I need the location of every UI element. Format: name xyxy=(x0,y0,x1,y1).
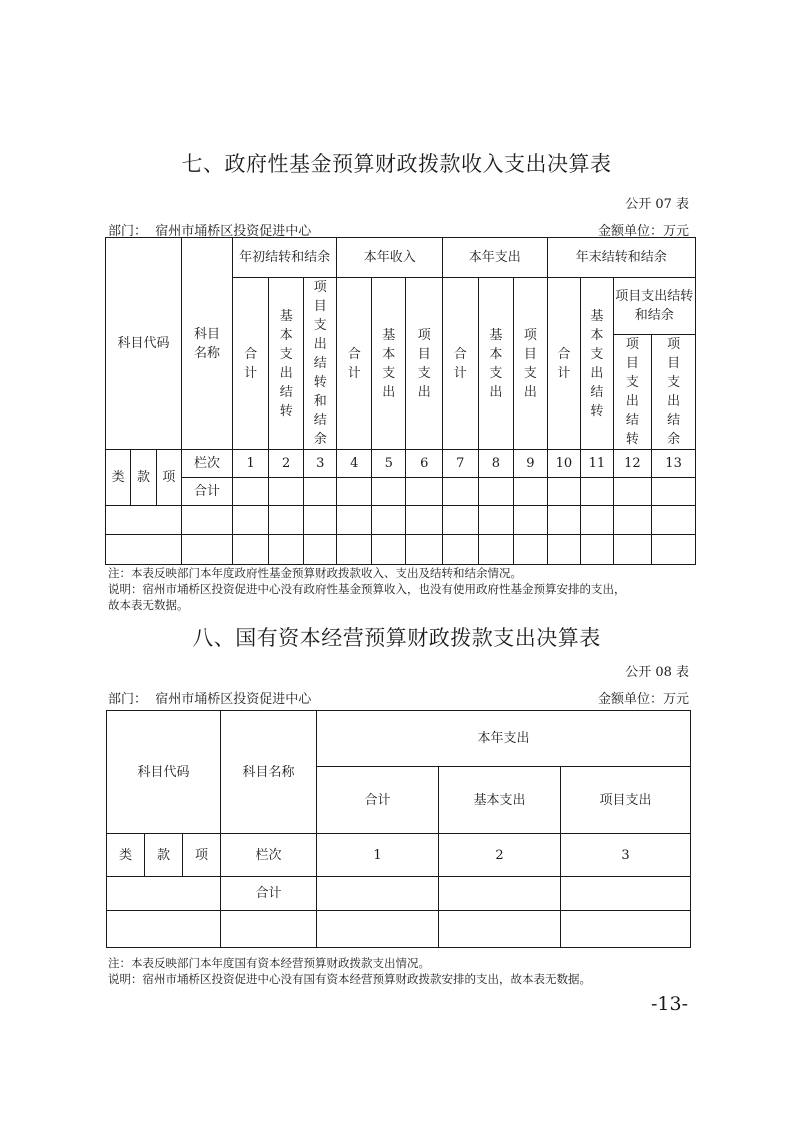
col-kind: 类 xyxy=(106,450,131,506)
table-cell xyxy=(652,506,696,535)
end-project-carry-sub1: 项目支出结转 xyxy=(613,335,652,450)
dept-name: 宿州市埇桥区投资促进中心 xyxy=(155,692,312,707)
col-kind: 类 xyxy=(107,834,145,877)
col-number: 3 xyxy=(303,450,337,478)
end-total: 合计 xyxy=(547,278,581,450)
table-cell xyxy=(406,535,443,565)
section7-unit: 金额单位：万元 xyxy=(597,224,689,239)
table-cell xyxy=(182,506,233,535)
section8-form-no: 公开 08 表 xyxy=(625,665,689,680)
table-cell xyxy=(303,506,337,535)
table-cell xyxy=(406,478,443,506)
begin-project-carry: 项目支出结转和结余 xyxy=(303,278,337,450)
col-number: 12 xyxy=(613,450,652,478)
table-cell xyxy=(547,478,581,506)
total-label: 合计 xyxy=(182,478,233,506)
table-cell xyxy=(371,535,406,565)
table-cell xyxy=(232,506,269,535)
header-begin-group: 年初结转和结余 xyxy=(232,238,337,278)
table-cell xyxy=(107,877,221,911)
table-cell xyxy=(561,911,691,948)
income-basic: 基本支出 xyxy=(371,278,406,450)
table-cell xyxy=(561,877,691,911)
col-number: 7 xyxy=(443,450,479,478)
table-row xyxy=(106,535,696,565)
col-number: 6 xyxy=(406,450,443,478)
section8-dept xyxy=(108,688,311,707)
row-index-label: 栏次 xyxy=(221,834,317,877)
table-cell xyxy=(371,506,406,535)
table-cell xyxy=(652,535,696,565)
header-name: 科目名称 xyxy=(182,238,233,450)
table-cell xyxy=(269,535,304,565)
header-basic: 基本支出 xyxy=(439,767,561,834)
table-cell xyxy=(613,535,652,565)
table-cell xyxy=(303,478,337,506)
table-row-total xyxy=(107,877,691,911)
table-cell xyxy=(337,506,372,535)
table-cell xyxy=(221,911,317,948)
table-cell xyxy=(371,478,406,506)
expense-basic: 基本支出 xyxy=(478,278,514,450)
section7-table xyxy=(105,237,696,565)
col-number: 3 xyxy=(561,834,691,877)
begin-total: 合计 xyxy=(232,278,269,450)
table-cell xyxy=(107,911,221,948)
header-code: 科目代码 xyxy=(107,711,221,834)
table-cell xyxy=(581,535,613,565)
col-item: 项 xyxy=(183,834,221,877)
table-cell xyxy=(337,535,372,565)
table-cell xyxy=(232,478,269,506)
table-cell xyxy=(478,478,514,506)
dept-label: 部门： xyxy=(108,224,148,239)
table-cell xyxy=(514,506,548,535)
table-cell xyxy=(303,535,337,565)
table-row xyxy=(106,506,696,535)
section8-explain: 说明：宿州市埇桥区投资促进中心没有国有资本经营预算财政拨款安排的支出，故本表无数据。 xyxy=(108,972,591,986)
section8-note: 注：本表反映部门本年度国有资本经营预算财政拨款支出情况。 xyxy=(108,956,430,970)
table-cell xyxy=(581,478,613,506)
col-number: 13 xyxy=(652,450,696,478)
section7-explain-line2: 故本表无数据。 xyxy=(108,598,189,612)
table-cell xyxy=(478,535,514,565)
col-number: 2 xyxy=(269,450,304,478)
dept-label: 部门： xyxy=(108,692,148,707)
table-cell xyxy=(613,506,652,535)
table-cell xyxy=(182,535,233,565)
section7-form-no: 公开 07 表 xyxy=(625,197,689,212)
table-cell xyxy=(337,478,372,506)
end-project-carry-sub2: 项目支出结余 xyxy=(652,335,696,450)
header-end-group: 年末结转和结余 xyxy=(547,238,695,278)
header-expense-group: 本年支出 xyxy=(317,711,691,767)
section8-title: 八、国有资本经营预算财政拨款支出决算表 xyxy=(192,626,601,650)
table-cell xyxy=(547,535,581,565)
col-number: 4 xyxy=(337,450,372,478)
section7-note: 注：本表反映部门本年度政府性基金预算财政拨款收入、支出及结转和结余情况。 xyxy=(108,566,522,580)
header-income-group: 本年收入 xyxy=(337,238,443,278)
income-project: 项目支出 xyxy=(406,278,443,450)
total-label: 合计 xyxy=(221,877,317,911)
end-basic-carry: 基本支出结转 xyxy=(581,278,613,450)
table-cell xyxy=(581,506,613,535)
section8-table xyxy=(106,710,691,948)
table-cell xyxy=(317,911,439,948)
table-cell xyxy=(443,535,479,565)
income-total: 合计 xyxy=(337,278,372,450)
table-cell xyxy=(106,506,182,535)
page-number: -13- xyxy=(650,993,688,1015)
expense-total: 合计 xyxy=(443,278,479,450)
col-number: 8 xyxy=(478,450,514,478)
table-cell xyxy=(547,506,581,535)
col-item: 项 xyxy=(156,450,181,506)
table-cell xyxy=(443,478,479,506)
header-expense-group: 本年支出 xyxy=(443,238,548,278)
col-number: 9 xyxy=(514,450,548,478)
col-number: 1 xyxy=(232,450,269,478)
col-number: 5 xyxy=(371,450,406,478)
section8-unit: 金额单位：万元 xyxy=(597,692,689,707)
col-number: 11 xyxy=(581,450,613,478)
col-number: 10 xyxy=(547,450,581,478)
table-cell xyxy=(269,506,304,535)
header-code: 科目代码 xyxy=(106,238,182,450)
table-cell xyxy=(613,478,652,506)
table-cell xyxy=(514,478,548,506)
table-cell xyxy=(232,535,269,565)
table-cell xyxy=(106,535,182,565)
table-cell xyxy=(443,506,479,535)
end-project-carry-group: 项目支出结转和结余 xyxy=(613,278,695,335)
row-index-label: 栏次 xyxy=(182,450,233,478)
dept-name: 宿州市埇桥区投资促进中心 xyxy=(155,224,312,239)
table-cell xyxy=(269,478,304,506)
table-cell xyxy=(439,877,561,911)
begin-basic-carry: 基本支出结转 xyxy=(269,278,304,450)
col-section: 款 xyxy=(145,834,183,877)
table-cell xyxy=(406,506,443,535)
table-row-total xyxy=(106,478,696,506)
table-cell xyxy=(478,506,514,535)
expense-project: 项目支出 xyxy=(514,278,548,450)
table-row xyxy=(107,911,691,948)
header-project: 项目支出 xyxy=(561,767,691,834)
col-number: 1 xyxy=(317,834,439,877)
section7-explain-line1: 说明：宿州市埇桥区投资促进中心没有政府性基金预算收入，也没有使用政府性基金预算安排的支出， xyxy=(108,582,626,596)
table-cell xyxy=(514,535,548,565)
col-number: 2 xyxy=(439,834,561,877)
header-name: 科目名称 xyxy=(221,711,317,834)
col-section: 款 xyxy=(131,450,156,506)
table-cell xyxy=(652,478,696,506)
table-cell xyxy=(439,911,561,948)
table-cell xyxy=(317,877,439,911)
header-total: 合计 xyxy=(317,767,439,834)
section7-title: 七、政府性基金预算财政拨款收入支出决算表 xyxy=(181,152,612,176)
